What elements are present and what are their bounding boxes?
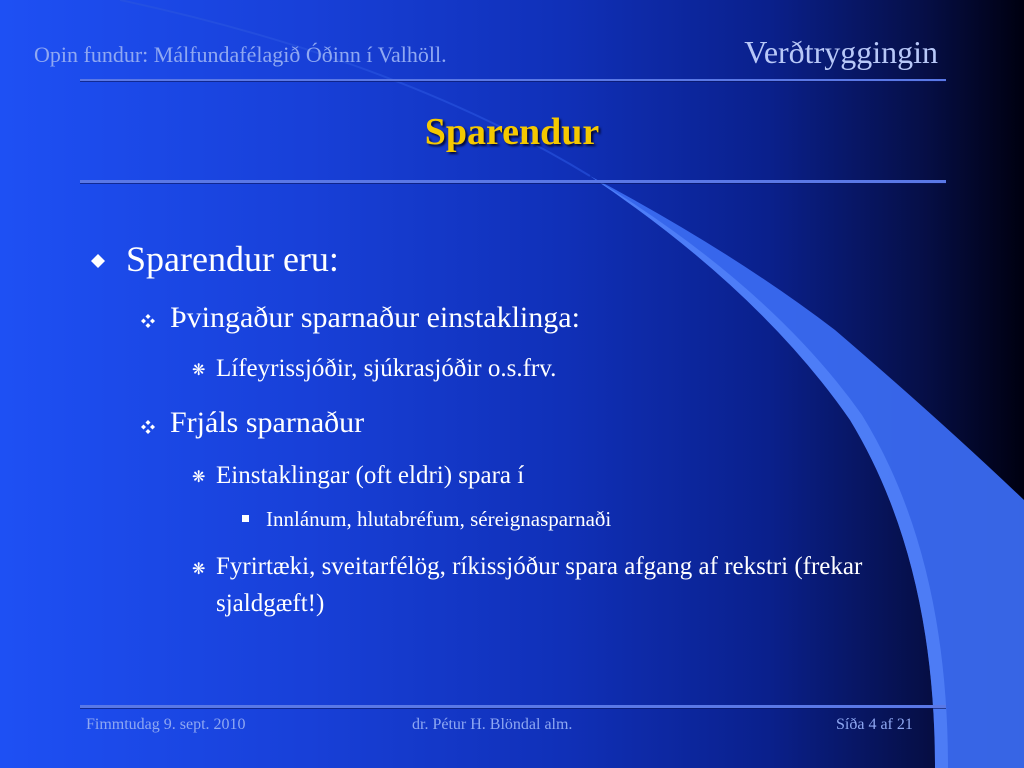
bullet-level3: Fyrirtæki, sveitarfélög, ríkissjóður spara afgang af rekstri (frekar sjaldgæft!) (216, 553, 863, 617)
asterisk-bullet-icon: ❋ (192, 469, 206, 486)
footer-date: Fimmtudag 9. sept. 2010 (86, 716, 246, 733)
bullet-level1: Sparendur eru: (126, 239, 339, 279)
bullet-level2: Þvingaður sparnaður einstaklinga: (170, 301, 580, 334)
four-diamond-bullet-icon (141, 314, 155, 328)
slide-title: Sparendur (424, 111, 600, 153)
footer-rule (80, 705, 946, 708)
footer-author: dr. Pétur H. Blöndal alm. (412, 716, 573, 733)
bullet-level3: Lífeyrissjóðir, sjúkrasjóðir o.s.frv. (216, 355, 557, 382)
header-topic: Verðtryggingin (744, 34, 938, 70)
diamond-bullet-icon (90, 253, 106, 269)
bullet-level2: Frjáls sparnaður (170, 406, 365, 439)
asterisk-bullet-icon: ❋ (192, 561, 206, 578)
four-diamond-bullet-icon (141, 420, 155, 434)
asterisk-bullet-icon: ❋ (192, 362, 206, 379)
bullet-level3: Einstaklingar (oft eldri) spara í (216, 462, 525, 489)
header-meeting: Opin fundur: Málfundafélagið Óðinn í Valhöll. (34, 42, 447, 67)
square-bullet-icon (242, 515, 249, 522)
footer-page-number: Síða 4 af 21 (836, 716, 913, 733)
bullet-level4: Innlánum, hlutabréfum, séreignasparnaði (266, 507, 612, 531)
